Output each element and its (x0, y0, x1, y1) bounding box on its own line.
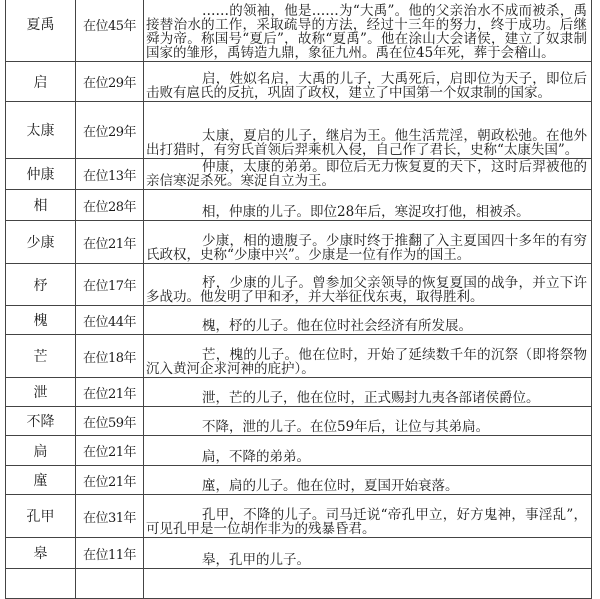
king-description: 孔甲，不降的儿子。司马迁说“帝孔甲立，好方鬼神，事淫乱”，可见孔甲是一位胡作非为的残暴昏君。 (146, 507, 587, 537)
reign-cell (76, 221, 144, 264)
table-row (6, 378, 592, 407)
reign-duration: 在位59年 (82, 415, 137, 431)
king-description: ……的领袖，他是……为“大禹”。他的父亲治水不成而被杀，禹接替治水的工作，采取疏导的方法，经过十三年的努力，终于成功。后继舜为帝。称国号“夏后”，故称“夏禹”。他在涂山大会诸侯，建立了奴隶制国家的雏形，禹铸造九鼎，象征九州。禹在位45年死，葬于会稽山。 (146, 3, 587, 61)
table-row (6, 102, 592, 159)
reign-duration: 在位44年 (82, 314, 137, 330)
king-name-cell (6, 335, 76, 378)
reign-cell (76, 62, 144, 102)
king-name-cell (6, 159, 76, 190)
description-cell (144, 102, 592, 159)
king-name-cell (6, 264, 76, 306)
reign-cell (76, 436, 144, 466)
description-cell (144, 306, 592, 335)
reign-duration: 在位21年 (82, 386, 137, 402)
king-description: 泄，芒的儿子，他在位时，正式赐封九夷各部诸侯爵位。 (202, 390, 540, 406)
reign-duration: 在位18年 (82, 350, 137, 366)
description-cell (144, 407, 592, 436)
reign-cell (76, 190, 144, 221)
king-name-cell (6, 495, 76, 538)
description-cell (144, 62, 592, 102)
reign-duration: 在位21年 (82, 445, 137, 460)
table-row (6, 159, 592, 190)
king-name-cell (6, 538, 76, 569)
king-description: 芒，槐的儿子。他在位时，开始了延续数千年的沉祭（即将祭物沉入黄河企求河神的庇护）。 (146, 347, 587, 377)
king-name: 太康 (26, 123, 55, 139)
reign-cell (76, 102, 144, 159)
description-cell (144, 0, 592, 62)
reign-cell (76, 306, 144, 335)
king-name-cell (6, 306, 76, 335)
king-description: 廑，扃的儿子。他在位时，夏国开始衰落。 (202, 478, 459, 494)
description-cell (144, 436, 592, 466)
king-name-cell (6, 62, 76, 102)
reign-duration: 在位31年 (82, 510, 137, 526)
description-cell (144, 159, 592, 190)
table-row (6, 0, 592, 62)
table-row (6, 495, 592, 538)
king-description: 皋，孔甲的儿子。 (202, 552, 310, 568)
king-name-cell (6, 0, 76, 62)
reign-cell (76, 495, 144, 538)
king-name: 启 (33, 74, 48, 91)
description-cell (144, 190, 592, 221)
description-cell (144, 466, 592, 495)
reign-cell (76, 159, 144, 190)
table-row (6, 407, 592, 436)
king-name-cell (6, 378, 76, 407)
king-description: 相，仲康的儿子。即位28年后，寒浞攻打他，相被杀。 (202, 204, 530, 220)
king-description: 扃，不降的弟弟。 (202, 449, 310, 465)
description-cell (144, 221, 592, 264)
king-name: 夏禹 (26, 17, 55, 33)
table-row (6, 466, 592, 495)
king-name: 孔甲 (26, 509, 55, 525)
table-row (6, 221, 592, 264)
reign-duration: 在位21年 (82, 474, 137, 490)
reign-duration: 在位28年 (82, 199, 137, 215)
table-row (6, 62, 592, 102)
king-name-cell (6, 569, 76, 599)
description-cell (144, 335, 592, 378)
reign-cell (76, 538, 144, 569)
king-description: 少康，相的遗腹子。少康时终于推翻了入主夏国四十多年的有穷氏政权，史称“少康中兴”。少康是一位有作为的国王。 (146, 233, 587, 263)
reign-duration: 在位45年 (82, 18, 137, 34)
reign-cell (76, 569, 144, 599)
xia-dynasty-kings-table (5, 0, 592, 599)
king-description: 杼，少康的儿子。曾参加父亲领导的恢复夏国的战争，并立下许多战功。他发明了甲和矛，并大举征伐东夷，取得胜利。 (146, 275, 587, 305)
king-description: 启，姓姒名启，大禹的儿子，大禹死后，启即位为天子，即位后击败有扈氏的反抗，巩固了政权，建立了中国第一个奴隶制的国家。 (146, 71, 587, 101)
reign-duration: 在位21年 (82, 236, 137, 252)
reign-cell (76, 264, 144, 306)
reign-cell (76, 466, 144, 495)
king-name-cell (6, 102, 76, 159)
reign-cell (76, 378, 144, 407)
description-cell (144, 495, 592, 538)
description-cell (144, 538, 592, 569)
reign-duration: 在位29年 (82, 124, 137, 140)
reign-duration: 在位11年 (82, 547, 137, 563)
king-name: 芒 (33, 349, 48, 365)
table-row (6, 436, 592, 466)
reign-cell (76, 0, 144, 62)
king-name: 少康 (26, 235, 55, 251)
table-row (6, 538, 592, 569)
king-name: 皋 (33, 546, 48, 562)
king-name: 泄 (33, 385, 48, 401)
description-cell (144, 569, 592, 599)
king-name: 仲康 (26, 167, 55, 183)
king-description: 仲康，太康的弟弟。即位后无力恢复夏的天下，这时后羿被他的亲信寒浞杀死。寒浞自立为王。 (146, 159, 587, 189)
king-name: 槐 (33, 313, 48, 329)
reign-cell (76, 407, 144, 436)
king-name: 相 (33, 198, 48, 214)
reign-cell (76, 335, 144, 378)
king-name: 廑 (33, 473, 48, 489)
table-row (6, 264, 592, 306)
table-body (6, 0, 592, 599)
reign-duration: 在位29年 (82, 76, 137, 91)
reign-duration: 在位17年 (82, 279, 137, 294)
king-name-cell (6, 466, 76, 495)
king-name: 不降 (26, 414, 55, 430)
description-cell (144, 264, 592, 306)
king-name-cell (6, 190, 76, 221)
king-name-cell (6, 436, 76, 466)
king-name-cell (6, 221, 76, 264)
king-name: 扃 (33, 443, 48, 460)
king-name-cell (6, 407, 76, 436)
reign-duration: 在位13年 (82, 168, 137, 184)
king-name: 杼 (33, 277, 48, 294)
table-row (6, 335, 592, 378)
table-row (6, 569, 592, 599)
king-description: 不降，泄的儿子。在位59年后，让位与其弟扃。 (202, 419, 490, 435)
table-row (6, 190, 592, 221)
table-row (6, 306, 592, 335)
description-cell (144, 378, 592, 407)
king-description: 槐，杼的儿子。他在位时社会经济有所发展。 (202, 318, 472, 334)
king-description: 太康，夏启的儿子，继启为王。他生活荒淫，朝政松弛。在他外出打猎时，有穷氏首领后羿乘机入侵，自己作了君长，史称“太康失国”。 (146, 128, 587, 158)
